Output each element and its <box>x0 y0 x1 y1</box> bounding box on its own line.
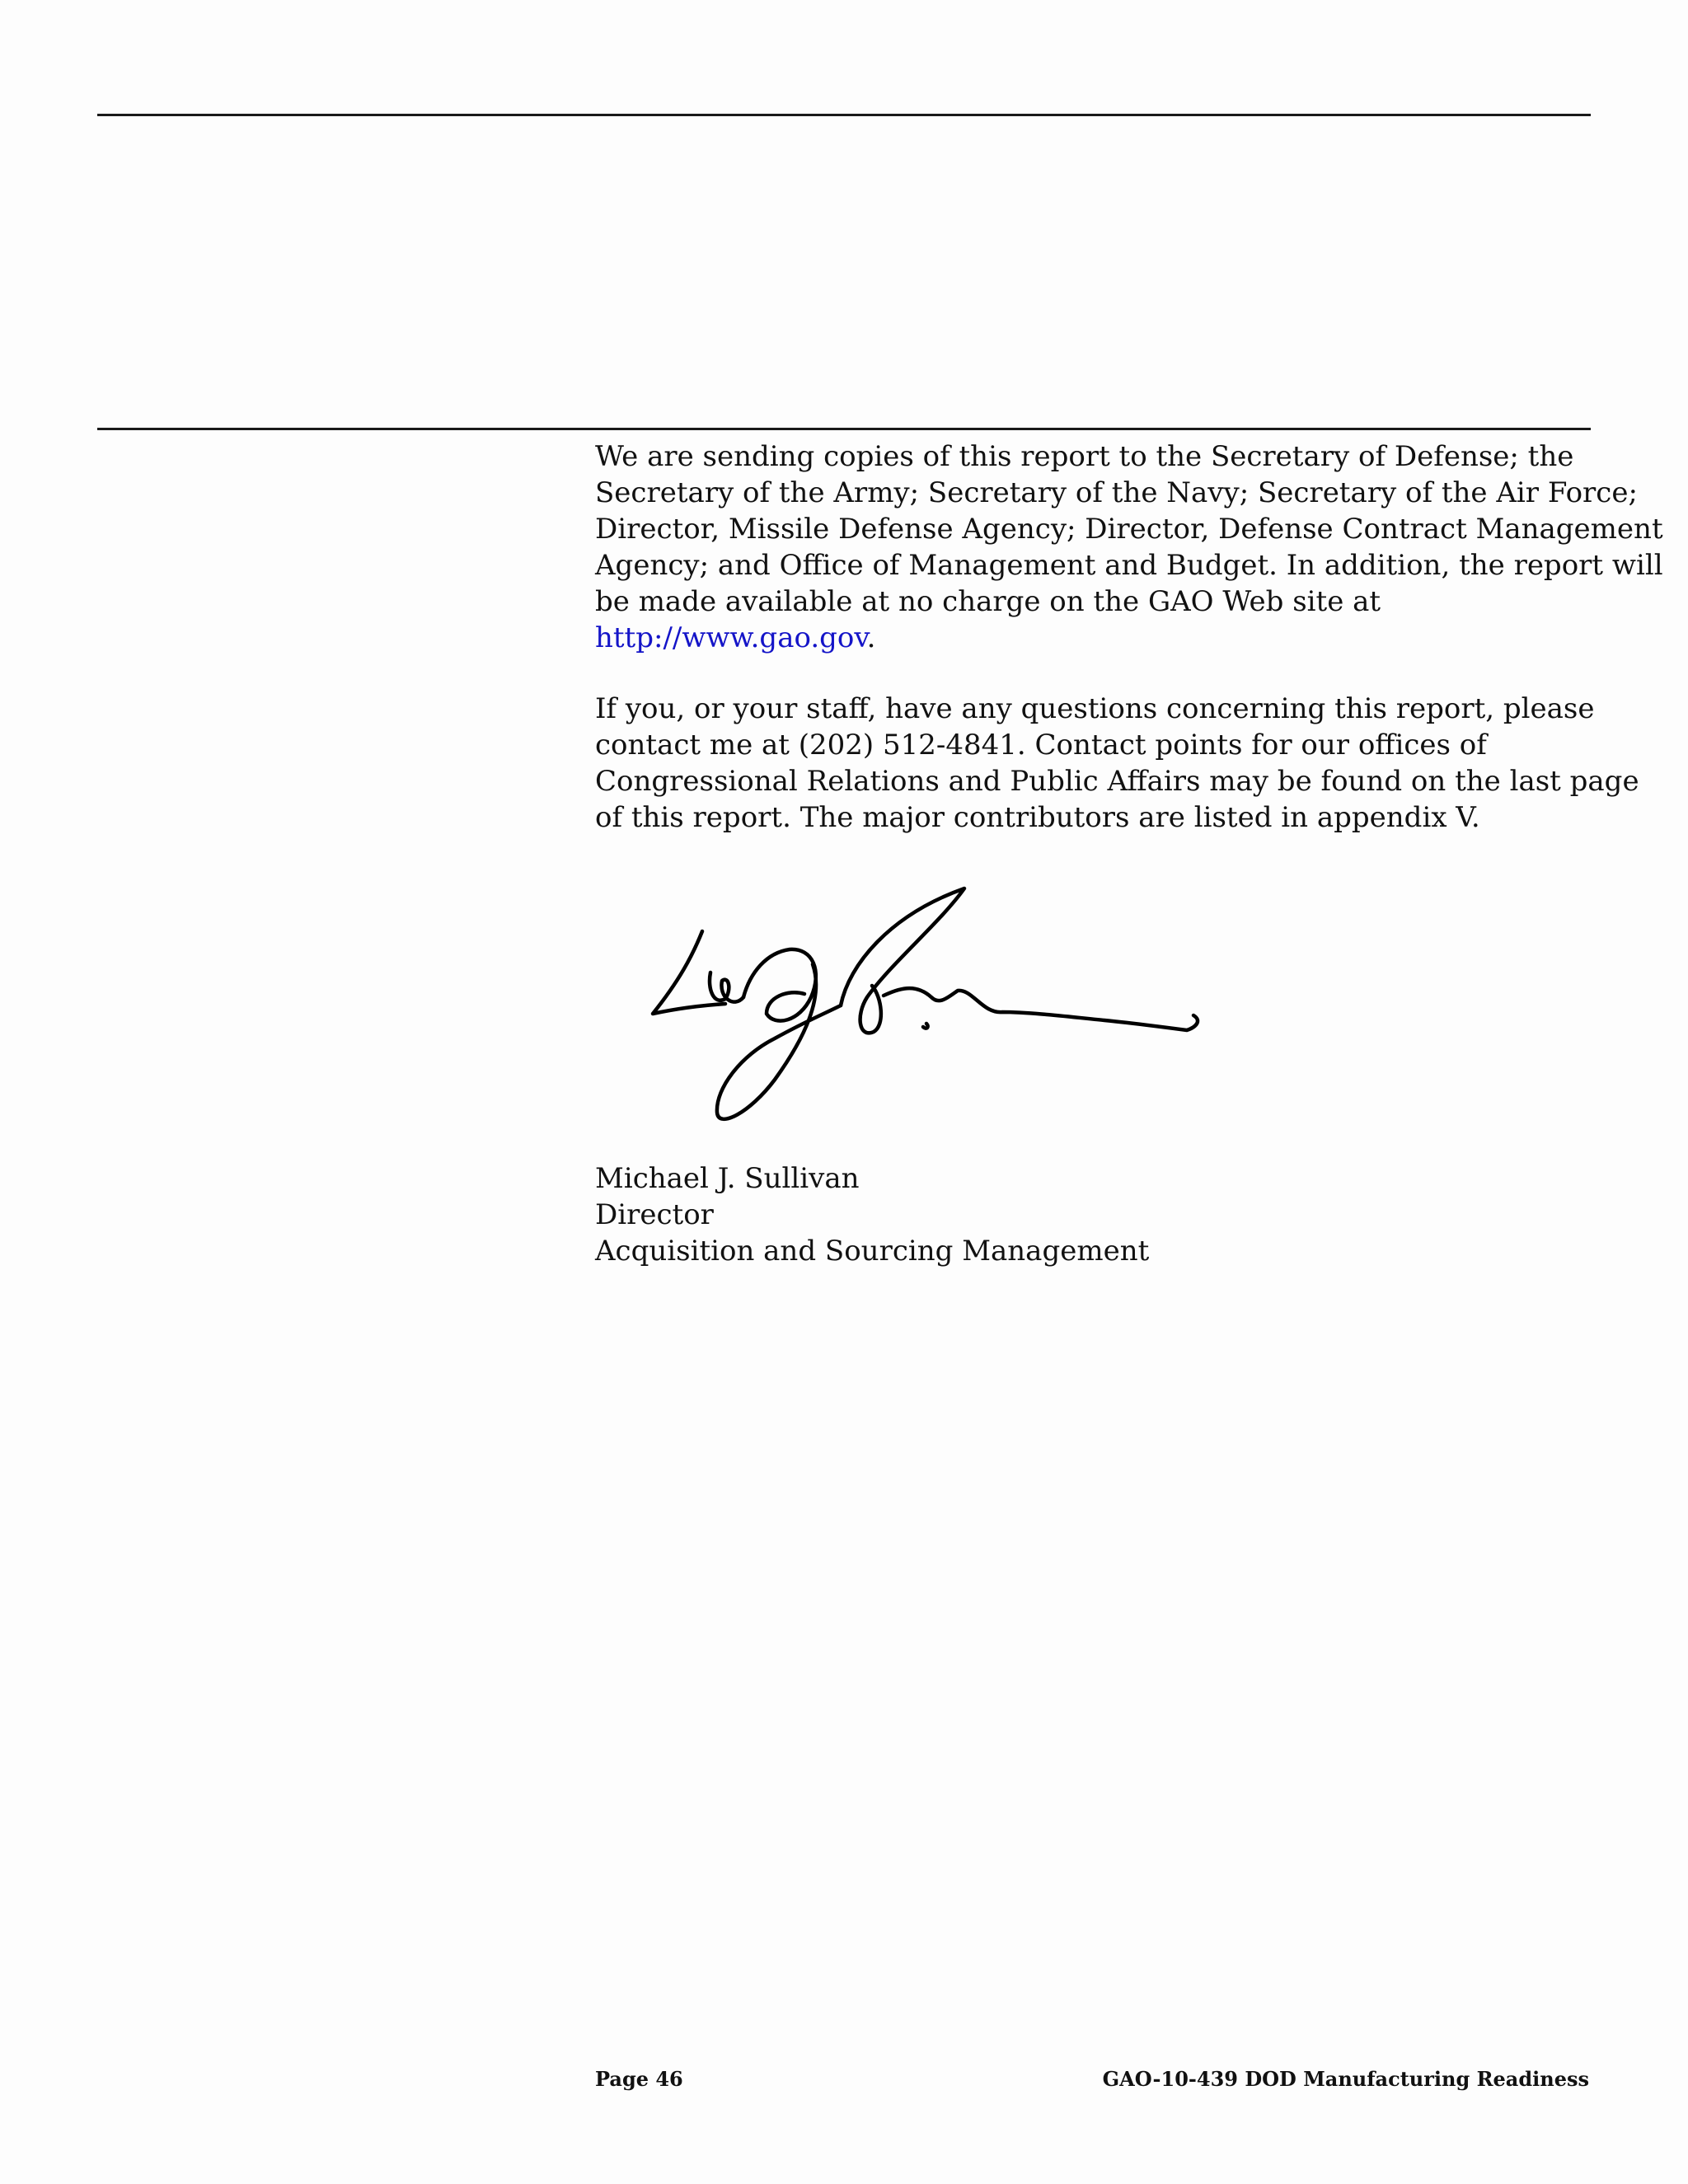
paragraph-line: contact me at (202) 512-4841. Contact points for our offices of <box>595 729 1487 762</box>
signer-title: Director <box>595 1198 714 1231</box>
link-line <box>595 620 1597 656</box>
section-rule <box>97 428 1591 430</box>
paragraph-line: If you, or your staff, have any questions concerning this report, please <box>595 692 1595 725</box>
paragraph-line: Congressional Relations and Public Affairs may be found on the last page <box>595 765 1639 798</box>
signer-block <box>595 1160 1149 1269</box>
paragraph-line: Agency; and Office of Management and Budget. In addition, the report will <box>595 549 1663 582</box>
link-suffix: . <box>866 621 876 654</box>
signer-unit: Acquisition and Sourcing Management <box>595 1235 1150 1268</box>
top-rule <box>97 114 1591 116</box>
contact-paragraph <box>595 691 1639 836</box>
signer-name: Michael J. Sullivan <box>595 1162 860 1195</box>
paragraph-line: We are sending copies of this report to the Secretary of Defense; the <box>595 440 1574 473</box>
signature-icon <box>643 874 1236 1137</box>
paragraph-line: Secretary of the Army; Secretary of the Navy; Secretary of the Air Force; <box>595 476 1638 509</box>
distribution-paragraph <box>595 438 1663 656</box>
page-number: Page 46 <box>595 2067 683 2091</box>
paragraph-line: Director, Missile Defense Agency; Director, Defense Contract Management <box>595 513 1663 546</box>
gao-website-link[interactable]: http://www.gao.gov <box>595 621 867 654</box>
report-title: GAO-10-439 DOD Manufacturing Readiness <box>1102 2067 1589 2091</box>
paragraph-line: be made available at no charge on the GAO Web site at <box>595 585 1381 618</box>
paragraph-line: of this report. The major contributors are listed in appendix V. <box>595 801 1480 834</box>
